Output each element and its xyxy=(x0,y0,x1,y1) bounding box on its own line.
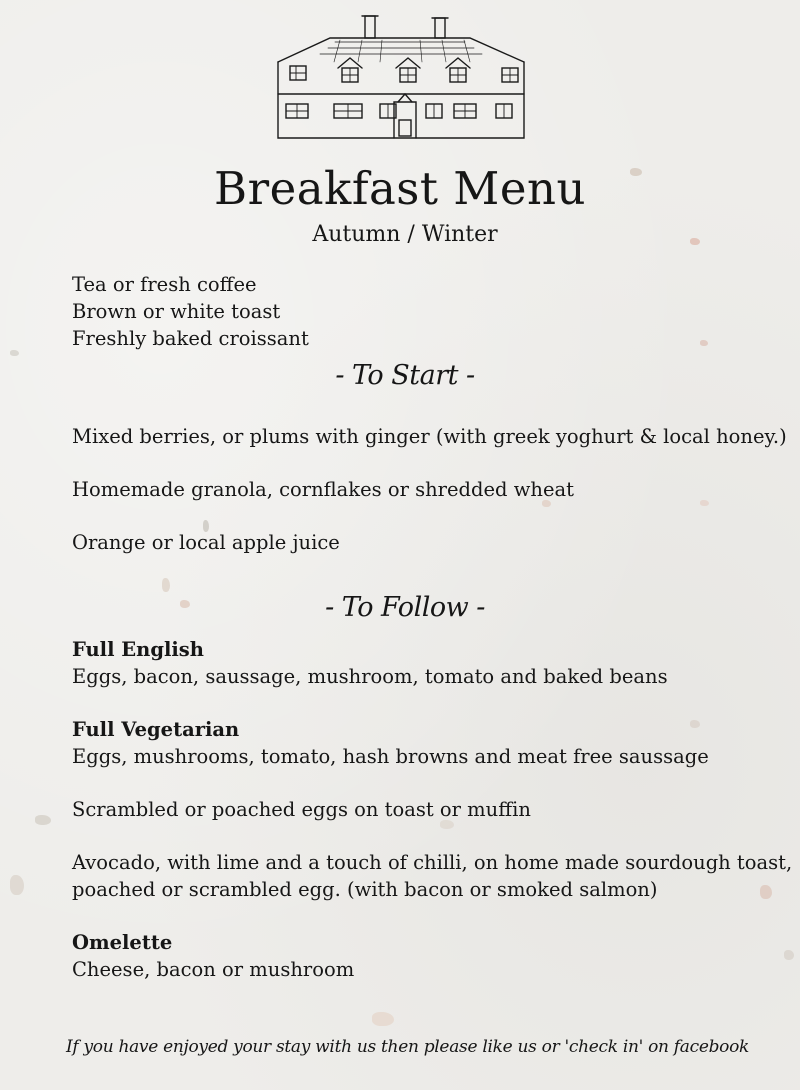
dish-description-full-english: Eggs, bacon, saussage, mushroom, tomato and baked beans xyxy=(72,665,668,688)
to-start-heading: - To Start - xyxy=(335,360,475,391)
dish-eggs-on-toast: Scrambled or poached eggs on toast or muffin xyxy=(72,798,531,821)
house-illustration xyxy=(270,10,532,145)
paper-fleck xyxy=(10,350,19,356)
to-follow-heading: - To Follow - xyxy=(325,592,485,623)
dish-name-full-vegetarian: Full Vegetarian xyxy=(72,718,240,741)
paper-fleck xyxy=(784,950,794,960)
starter-item: Mixed berries, or plums with ginger (with greek yoghurt & local honey.) xyxy=(72,425,787,448)
paper-fleck xyxy=(10,875,24,895)
dish-name-full-english: Full English xyxy=(72,638,204,661)
included-item: Brown or white toast xyxy=(72,300,281,323)
starter-item: Orange or local apple juice xyxy=(72,531,340,554)
menu-title: Breakfast Menu xyxy=(214,162,586,215)
paper-fleck xyxy=(372,1012,394,1026)
dish-name-omelette: Omelette xyxy=(72,931,173,954)
dish-avocado-line-2: poached or scrambled egg. (with bacon or smoked salmon) xyxy=(72,878,658,901)
paper-fleck xyxy=(700,340,708,346)
menu-subtitle: Autumn / Winter xyxy=(312,222,498,247)
dish-description-omelette: Cheese, bacon or mushroom xyxy=(72,958,355,981)
paper-fleck xyxy=(35,815,51,825)
paper-fleck xyxy=(690,720,700,728)
paper-fleck xyxy=(760,885,772,899)
facebook-footer-note: If you have enjoyed your stay with us then please like us or 'check in' on facebook xyxy=(65,1037,750,1057)
paper-fleck xyxy=(700,500,709,506)
included-item: Freshly baked croissant xyxy=(72,327,309,350)
starter-item: Homemade granola, cornflakes or shredded wheat xyxy=(72,478,574,501)
included-item: Tea or fresh coffee xyxy=(72,273,257,296)
dish-avocado-line-1: Avocado, with lime and a touch of chilli, on home made sourdough toast, xyxy=(72,851,793,874)
dish-description-full-vegetarian: Eggs, mushrooms, tomato, hash browns and meat free saussage xyxy=(72,745,709,768)
